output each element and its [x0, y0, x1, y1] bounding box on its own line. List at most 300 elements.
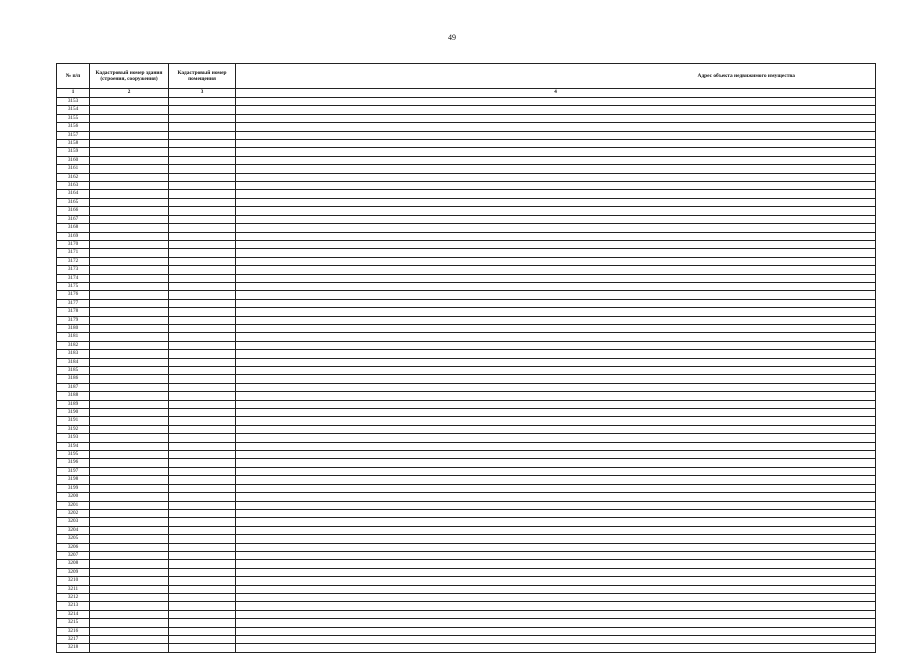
table-row [57, 316, 876, 324]
row-number-cell: 3202 [57, 509, 90, 517]
row-number-cell: 3181 [57, 333, 90, 341]
building-cadastral-number-cell [90, 585, 169, 593]
row-number-cell: 3210 [57, 577, 90, 585]
column-number-row [57, 89, 876, 98]
premises-cadastral-number-cell [169, 207, 236, 215]
table-row [57, 509, 876, 517]
row-number-cell: 3164 [57, 190, 90, 198]
building-cadastral-number-cell [90, 551, 169, 559]
table-row [57, 114, 876, 122]
building-cadastral-number-cell [90, 299, 169, 307]
premises-cadastral-number-cell [169, 434, 236, 442]
table-row [57, 602, 876, 610]
premises-cadastral-number-cell [169, 274, 236, 282]
header-row-number: № п/п [57, 64, 90, 89]
premises-cadastral-number-cell [169, 316, 236, 324]
building-cadastral-number-cell [90, 602, 169, 610]
table-row [57, 106, 876, 114]
row-number-cell: 3209 [57, 568, 90, 576]
premises-cadastral-number-cell [169, 333, 236, 341]
premises-cadastral-number-cell [169, 400, 236, 408]
building-cadastral-number-cell [90, 459, 169, 467]
address-cell [236, 367, 876, 375]
address-cell [236, 198, 876, 206]
table-row [57, 333, 876, 341]
table-row [57, 501, 876, 509]
table-row [57, 350, 876, 358]
table-body [57, 98, 876, 653]
building-cadastral-number-cell [90, 240, 169, 248]
row-number-cell: 3177 [57, 299, 90, 307]
row-number-cell: 3180 [57, 324, 90, 332]
row-number-cell: 3160 [57, 156, 90, 164]
table-row [57, 543, 876, 551]
address-cell [236, 467, 876, 475]
building-cadastral-number-cell [90, 392, 169, 400]
row-number-cell: 3157 [57, 131, 90, 139]
address-cell [236, 140, 876, 148]
table-row [57, 282, 876, 290]
row-number-cell: 3185 [57, 367, 90, 375]
premises-cadastral-number-cell [169, 106, 236, 114]
address-cell [236, 484, 876, 492]
table-row [57, 182, 876, 190]
row-number-cell: 3171 [57, 249, 90, 257]
address-cell [236, 451, 876, 459]
premises-cadastral-number-cell [169, 98, 236, 106]
row-number-cell: 3216 [57, 627, 90, 635]
address-cell [236, 98, 876, 106]
table-row [57, 518, 876, 526]
premises-cadastral-number-cell [169, 240, 236, 248]
address-cell [236, 257, 876, 265]
premises-cadastral-number-cell [169, 131, 236, 139]
address-cell [236, 123, 876, 131]
table-row [57, 417, 876, 425]
table-row [57, 434, 876, 442]
premises-cadastral-number-cell [169, 476, 236, 484]
building-cadastral-number-cell [90, 282, 169, 290]
building-cadastral-number-cell [90, 156, 169, 164]
address-cell [236, 425, 876, 433]
premises-cadastral-number-cell [169, 577, 236, 585]
table-row [57, 467, 876, 475]
row-number-cell: 3159 [57, 148, 90, 156]
address-cell [236, 308, 876, 316]
building-cadastral-number-cell [90, 308, 169, 316]
address-cell [236, 341, 876, 349]
premises-cadastral-number-cell [169, 627, 236, 635]
table-row [57, 308, 876, 316]
address-cell [236, 476, 876, 484]
premises-cadastral-number-cell [169, 568, 236, 576]
row-number-cell: 3198 [57, 476, 90, 484]
table-row [57, 257, 876, 265]
premises-cadastral-number-cell [169, 451, 236, 459]
building-cadastral-number-cell [90, 476, 169, 484]
premises-cadastral-number-cell [169, 593, 236, 601]
table-row [57, 148, 876, 156]
table-row [57, 476, 876, 484]
premises-cadastral-number-cell [169, 493, 236, 501]
address-cell [236, 106, 876, 114]
table-row [57, 409, 876, 417]
table-row [57, 451, 876, 459]
row-number-cell: 3204 [57, 526, 90, 534]
row-number-cell: 3213 [57, 602, 90, 610]
address-cell [236, 417, 876, 425]
building-cadastral-number-cell [90, 367, 169, 375]
table-row [57, 619, 876, 627]
address-cell [236, 182, 876, 190]
building-cadastral-number-cell [90, 593, 169, 601]
premises-cadastral-number-cell [169, 484, 236, 492]
table-row [57, 291, 876, 299]
building-cadastral-number-cell [90, 560, 169, 568]
premises-cadastral-number-cell [169, 392, 236, 400]
building-cadastral-number-cell [90, 568, 169, 576]
address-cell [236, 518, 876, 526]
building-cadastral-number-cell [90, 131, 169, 139]
row-number-cell: 3156 [57, 123, 90, 131]
address-cell [236, 324, 876, 332]
row-number-cell: 3186 [57, 375, 90, 383]
building-cadastral-number-cell [90, 291, 169, 299]
address-cell [236, 509, 876, 517]
row-number-cell: 3211 [57, 585, 90, 593]
row-number-cell: 3174 [57, 274, 90, 282]
row-number-cell: 3153 [57, 98, 90, 106]
address-cell [236, 610, 876, 618]
building-cadastral-number-cell [90, 577, 169, 585]
row-number-cell: 3207 [57, 551, 90, 559]
row-number-cell: 3200 [57, 493, 90, 501]
table-row [57, 190, 876, 198]
premises-cadastral-number-cell [169, 535, 236, 543]
premises-cadastral-number-cell [169, 619, 236, 627]
premises-cadastral-number-cell [169, 526, 236, 534]
page-number: 49 [448, 33, 456, 42]
premises-cadastral-number-cell [169, 224, 236, 232]
building-cadastral-number-cell [90, 358, 169, 366]
address-cell [236, 619, 876, 627]
row-number-cell: 3206 [57, 543, 90, 551]
address-cell [236, 627, 876, 635]
building-cadastral-number-cell [90, 224, 169, 232]
address-cell [236, 577, 876, 585]
premises-cadastral-number-cell [169, 198, 236, 206]
building-cadastral-number-cell [90, 627, 169, 635]
premises-cadastral-number-cell [169, 249, 236, 257]
table-row [57, 198, 876, 206]
premises-cadastral-number-cell [169, 114, 236, 122]
table-row [57, 577, 876, 585]
address-cell [236, 535, 876, 543]
table-row [57, 274, 876, 282]
premises-cadastral-number-cell [169, 602, 236, 610]
table-row [57, 375, 876, 383]
address-cell [236, 434, 876, 442]
table-row [57, 165, 876, 173]
row-number-cell: 3178 [57, 308, 90, 316]
table-row [57, 232, 876, 240]
building-cadastral-number-cell [90, 383, 169, 391]
address-cell [236, 249, 876, 257]
building-cadastral-number-cell [90, 249, 169, 257]
table-row [57, 131, 876, 139]
premises-cadastral-number-cell [169, 383, 236, 391]
address-cell [236, 215, 876, 223]
table-row [57, 459, 876, 467]
building-cadastral-number-cell [90, 350, 169, 358]
table-row [57, 568, 876, 576]
building-cadastral-number-cell [90, 173, 169, 181]
row-number-cell: 3188 [57, 392, 90, 400]
premises-cadastral-number-cell [169, 182, 236, 190]
address-cell [236, 602, 876, 610]
premises-cadastral-number-cell [169, 501, 236, 509]
building-cadastral-number-cell [90, 123, 169, 131]
table-row [57, 367, 876, 375]
table-row [57, 215, 876, 223]
real-estate-register-table [56, 63, 876, 653]
row-number-cell: 3154 [57, 106, 90, 114]
premises-cadastral-number-cell [169, 425, 236, 433]
address-cell [236, 409, 876, 417]
table-row [57, 551, 876, 559]
row-number-cell: 3192 [57, 425, 90, 433]
premises-cadastral-number-cell [169, 156, 236, 164]
address-cell [236, 114, 876, 122]
row-number-cell: 3212 [57, 593, 90, 601]
row-number-cell: 3165 [57, 198, 90, 206]
premises-cadastral-number-cell [169, 417, 236, 425]
row-number-cell: 3199 [57, 484, 90, 492]
building-cadastral-number-cell [90, 257, 169, 265]
building-cadastral-number-cell [90, 644, 169, 652]
address-cell [236, 173, 876, 181]
building-cadastral-number-cell [90, 341, 169, 349]
table-row [57, 493, 876, 501]
table-row [57, 249, 876, 257]
premises-cadastral-number-cell [169, 610, 236, 618]
address-cell [236, 375, 876, 383]
premises-cadastral-number-cell [169, 140, 236, 148]
premises-cadastral-number-cell [169, 551, 236, 559]
building-cadastral-number-cell [90, 232, 169, 240]
row-number-cell: 3168 [57, 224, 90, 232]
building-cadastral-number-cell [90, 417, 169, 425]
premises-cadastral-number-cell [169, 467, 236, 475]
row-number-cell: 3187 [57, 383, 90, 391]
building-cadastral-number-cell [90, 501, 169, 509]
header-row [57, 64, 876, 89]
building-cadastral-number-cell [90, 375, 169, 383]
building-cadastral-number-cell [90, 140, 169, 148]
premises-cadastral-number-cell [169, 358, 236, 366]
building-cadastral-number-cell [90, 451, 169, 459]
building-cadastral-number-cell [90, 442, 169, 450]
row-number-cell: 3170 [57, 240, 90, 248]
table-row [57, 535, 876, 543]
row-number-cell: 3162 [57, 173, 90, 181]
premises-cadastral-number-cell [169, 585, 236, 593]
building-cadastral-number-cell [90, 207, 169, 215]
building-cadastral-number-cell [90, 324, 169, 332]
row-number-cell: 3197 [57, 467, 90, 475]
row-number-cell: 3218 [57, 644, 90, 652]
address-cell [236, 568, 876, 576]
premises-cadastral-number-cell [169, 341, 236, 349]
column-number-3: 3 [169, 89, 236, 98]
table-row [57, 98, 876, 106]
building-cadastral-number-cell [90, 148, 169, 156]
premises-cadastral-number-cell [169, 299, 236, 307]
address-cell [236, 232, 876, 240]
building-cadastral-number-cell [90, 266, 169, 274]
premises-cadastral-number-cell [169, 308, 236, 316]
address-cell [236, 131, 876, 139]
building-cadastral-number-cell [90, 467, 169, 475]
row-number-cell: 3205 [57, 535, 90, 543]
row-number-cell: 3167 [57, 215, 90, 223]
address-cell [236, 299, 876, 307]
column-number-4: 4 [236, 89, 876, 98]
premises-cadastral-number-cell [169, 324, 236, 332]
building-cadastral-number-cell [90, 509, 169, 517]
address-cell [236, 493, 876, 501]
address-cell [236, 400, 876, 408]
column-number-1: 1 [57, 89, 90, 98]
building-cadastral-number-cell [90, 409, 169, 417]
row-number-cell: 3155 [57, 114, 90, 122]
row-number-cell: 3193 [57, 434, 90, 442]
building-cadastral-number-cell [90, 182, 169, 190]
table-row [57, 585, 876, 593]
building-cadastral-number-cell [90, 434, 169, 442]
premises-cadastral-number-cell [169, 509, 236, 517]
address-cell [236, 266, 876, 274]
table-row [57, 442, 876, 450]
address-cell [236, 560, 876, 568]
premises-cadastral-number-cell [169, 266, 236, 274]
row-number-cell: 3189 [57, 400, 90, 408]
premises-cadastral-number-cell [169, 190, 236, 198]
address-cell [236, 501, 876, 509]
row-number-cell: 3179 [57, 316, 90, 324]
row-number-cell: 3201 [57, 501, 90, 509]
address-cell [236, 350, 876, 358]
building-cadastral-number-cell [90, 493, 169, 501]
row-number-cell: 3195 [57, 451, 90, 459]
table-row [57, 358, 876, 366]
address-cell [236, 207, 876, 215]
table-row [57, 526, 876, 534]
row-number-cell: 3161 [57, 165, 90, 173]
building-cadastral-number-cell [90, 114, 169, 122]
premises-cadastral-number-cell [169, 148, 236, 156]
building-cadastral-number-cell [90, 535, 169, 543]
row-number-cell: 3173 [57, 266, 90, 274]
address-cell [236, 316, 876, 324]
address-cell [236, 190, 876, 198]
address-cell [236, 442, 876, 450]
premises-cadastral-number-cell [169, 543, 236, 551]
address-cell [236, 358, 876, 366]
premises-cadastral-number-cell [169, 173, 236, 181]
table-row [57, 484, 876, 492]
row-number-cell: 3176 [57, 291, 90, 299]
row-number-cell: 3169 [57, 232, 90, 240]
address-cell [236, 392, 876, 400]
table-row [57, 324, 876, 332]
column-number-2: 2 [90, 89, 169, 98]
header-address: Адрес объекта недвижимого имущества [236, 64, 876, 89]
row-number-cell: 3217 [57, 636, 90, 644]
row-number-cell: 3184 [57, 358, 90, 366]
table-row [57, 224, 876, 232]
building-cadastral-number-cell [90, 333, 169, 341]
address-cell [236, 156, 876, 164]
row-number-cell: 3215 [57, 619, 90, 627]
table-row [57, 207, 876, 215]
table-row [57, 299, 876, 307]
premises-cadastral-number-cell [169, 459, 236, 467]
building-cadastral-number-cell [90, 316, 169, 324]
header-building-cadastral-number: Кадастровый номер здания (строения, сооружения) [90, 64, 169, 89]
building-cadastral-number-cell [90, 400, 169, 408]
building-cadastral-number-cell [90, 198, 169, 206]
table-row [57, 266, 876, 274]
table-row [57, 560, 876, 568]
premises-cadastral-number-cell [169, 215, 236, 223]
address-cell [236, 593, 876, 601]
address-cell [236, 543, 876, 551]
premises-cadastral-number-cell [169, 350, 236, 358]
premises-cadastral-number-cell [169, 282, 236, 290]
premises-cadastral-number-cell [169, 232, 236, 240]
row-number-cell: 3182 [57, 341, 90, 349]
row-number-cell: 3166 [57, 207, 90, 215]
table-row [57, 240, 876, 248]
table-row [57, 140, 876, 148]
premises-cadastral-number-cell [169, 257, 236, 265]
row-number-cell: 3191 [57, 417, 90, 425]
building-cadastral-number-cell [90, 425, 169, 433]
address-cell [236, 224, 876, 232]
address-cell [236, 148, 876, 156]
table-row [57, 173, 876, 181]
table-row [57, 341, 876, 349]
table-row [57, 425, 876, 433]
header-premises-cadastral-number: Кадастровый номер помещения [169, 64, 236, 89]
table-row [57, 392, 876, 400]
premises-cadastral-number-cell [169, 409, 236, 417]
building-cadastral-number-cell [90, 165, 169, 173]
row-number-cell: 3190 [57, 409, 90, 417]
building-cadastral-number-cell [90, 190, 169, 198]
building-cadastral-number-cell [90, 274, 169, 282]
table-row [57, 593, 876, 601]
premises-cadastral-number-cell [169, 644, 236, 652]
table-row [57, 156, 876, 164]
premises-cadastral-number-cell [169, 442, 236, 450]
building-cadastral-number-cell [90, 98, 169, 106]
building-cadastral-number-cell [90, 619, 169, 627]
building-cadastral-number-cell [90, 215, 169, 223]
premises-cadastral-number-cell [169, 291, 236, 299]
address-cell [236, 240, 876, 248]
